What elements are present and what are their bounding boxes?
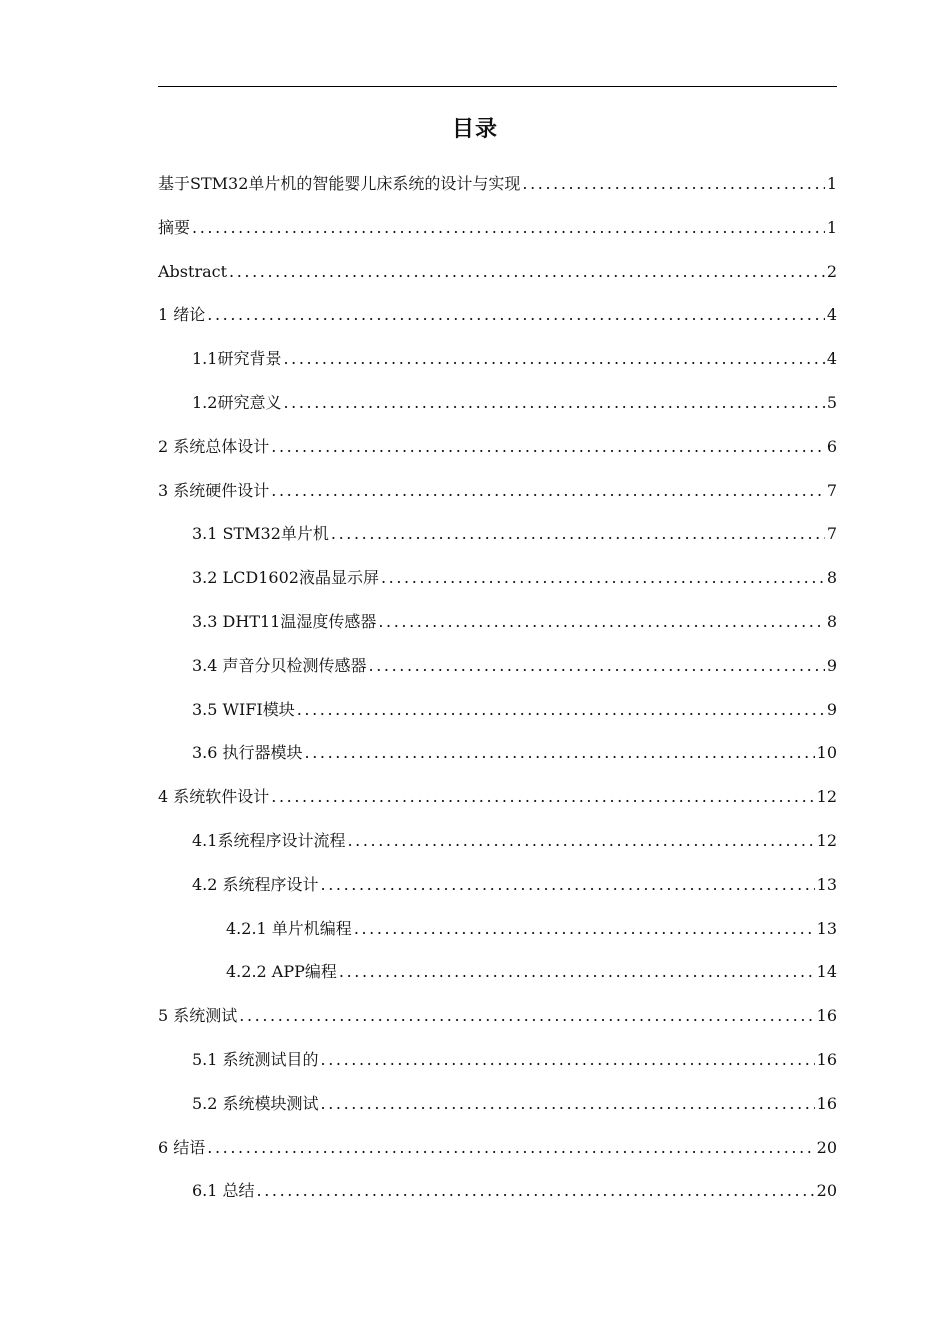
toc-dot-leader <box>257 1169 815 1213</box>
toc-dot-leader <box>283 381 824 425</box>
toc-entry-label: 1.2研究意义 <box>192 392 282 412</box>
toc-entry-page-number: 16 <box>816 1049 837 1069</box>
toc-dot-leader <box>305 731 815 775</box>
toc-dot-leader <box>271 775 814 819</box>
toc-entry-page-number: 20 <box>816 1137 837 1157</box>
toc-entry[interactable] <box>158 950 837 994</box>
toc-entry-page-number: 20 <box>816 1181 837 1201</box>
toc-entry-page-number: 4 <box>826 305 837 325</box>
toc-entry-label: 2 系统总体设计 <box>158 436 270 456</box>
toc-entry-page-number: 8 <box>826 611 837 631</box>
toc-entry[interactable] <box>158 688 837 732</box>
toc-entry-page-number: 9 <box>826 655 837 675</box>
toc-entry-page-number: 5 <box>826 392 837 412</box>
toc-entry[interactable] <box>158 556 837 600</box>
toc-entry[interactable] <box>158 863 837 907</box>
toc-entry[interactable] <box>158 731 837 775</box>
toc-entry-page-number: 10 <box>816 743 837 763</box>
toc-entry[interactable] <box>158 1082 837 1126</box>
toc-entry-label: 摘要 <box>158 217 191 237</box>
toc-entry[interactable] <box>158 819 837 863</box>
toc-entry-label: 4 系统软件设计 <box>158 787 270 807</box>
toc-entry[interactable] <box>158 162 837 206</box>
toc-entry-label: 1.1研究背景 <box>192 349 282 369</box>
toc-entry[interactable] <box>158 600 837 644</box>
toc-entry[interactable] <box>158 907 837 951</box>
toc-entry-label: 4.2.1 单片机编程 <box>226 918 352 938</box>
toc-entry[interactable] <box>158 250 837 294</box>
toc-entry-label: 4.2.2 APP编程 <box>226 962 337 982</box>
toc-entry[interactable] <box>158 206 837 250</box>
toc-entry[interactable] <box>158 1038 837 1082</box>
toc-dot-leader <box>271 469 825 513</box>
toc-entry[interactable] <box>158 425 837 469</box>
toc-entry-label: 3.1 STM32单片机 <box>192 524 329 544</box>
toc-entry-label: 3.3 DHT11温湿度传感器 <box>192 611 377 631</box>
toc-entry-page-number: 4 <box>826 349 837 369</box>
toc-entry[interactable] <box>158 1169 837 1213</box>
toc-entry-page-number: 13 <box>816 918 837 938</box>
toc-entry[interactable] <box>158 1126 837 1170</box>
toc-entry-label: 4.2 系统程序设计 <box>192 874 319 894</box>
toc-entry-page-number: 1 <box>826 174 837 193</box>
toc-entry[interactable] <box>158 337 837 381</box>
toc-dot-leader <box>207 293 825 337</box>
toc-dot-leader <box>192 206 825 250</box>
toc-entry-label: 6 结语 <box>158 1137 206 1157</box>
toc-entry-page-number: 6 <box>826 436 837 456</box>
toc-dot-leader <box>297 688 825 732</box>
toc-entry-page-number: 14 <box>816 962 837 982</box>
toc-dot-leader <box>207 1126 814 1170</box>
toc-dot-leader <box>321 1038 815 1082</box>
toc-dot-leader <box>283 337 824 381</box>
toc-entry-page-number: 9 <box>826 699 837 719</box>
toc-entry-label: 5.2 系统模块测试 <box>192 1093 319 1113</box>
toc-entry-label: 基于STM32单片机的智能婴儿床系统的设计与实现 <box>158 174 521 193</box>
toc-entry-label: 5.1 系统测试目的 <box>192 1049 319 1069</box>
toc-dot-leader <box>354 907 815 951</box>
toc-entry[interactable] <box>158 293 837 337</box>
toc-entry[interactable] <box>158 775 837 819</box>
toc-entry-page-number: 2 <box>826 261 837 281</box>
toc-title: 目录 <box>451 117 498 142</box>
toc-dot-leader <box>229 250 825 294</box>
toc-dot-leader <box>239 994 814 1038</box>
toc-entry[interactable] <box>158 381 837 425</box>
toc-dot-leader <box>381 556 825 600</box>
toc-dot-leader <box>369 644 825 688</box>
toc-dot-leader <box>378 600 824 644</box>
toc-entry[interactable] <box>158 469 837 513</box>
toc-dot-leader <box>339 950 815 994</box>
toc-entry-label: 3.6 执行器模块 <box>192 743 303 763</box>
toc-dot-leader <box>331 512 825 556</box>
toc-dot-leader <box>271 425 825 469</box>
toc-entry-label: 4.1系统程序设计流程 <box>192 830 346 850</box>
toc-entry-label: 3 系统硬件设计 <box>158 480 270 500</box>
toc-dot-leader <box>347 819 814 863</box>
toc-dot-leader <box>522 162 824 206</box>
toc-entry-page-number: 13 <box>816 874 837 894</box>
toc-dot-leader <box>321 863 815 907</box>
toc-entry-page-number: 16 <box>816 1093 837 1113</box>
toc-entry-page-number: 1 <box>826 217 837 237</box>
toc-entry-label: 1 绪论 <box>158 305 206 325</box>
toc-entry-page-number: 8 <box>826 568 837 588</box>
toc-entry[interactable] <box>158 644 837 688</box>
toc-entry-label: 5 系统测试 <box>158 1006 238 1026</box>
toc-entry-label: 3.5 WIFI模块 <box>192 699 295 719</box>
table-of-contents <box>158 162 837 1213</box>
toc-dot-leader <box>321 1082 815 1126</box>
toc-entry-page-number: 12 <box>816 830 837 850</box>
toc-entry-page-number: 16 <box>816 1006 837 1026</box>
header-rule <box>158 86 837 87</box>
toc-entry-page-number: 7 <box>826 480 837 500</box>
toc-entry-label: 6.1 总结 <box>192 1181 255 1201</box>
toc-entry-page-number: 12 <box>816 787 837 807</box>
toc-entry-label: 3.2 LCD1602液晶显示屏 <box>192 568 379 588</box>
toc-entry[interactable] <box>158 994 837 1038</box>
toc-entry-label: Abstract <box>158 261 228 281</box>
toc-entry-label: 3.4 声音分贝检测传感器 <box>192 655 367 675</box>
toc-entry-page-number: 7 <box>826 524 837 544</box>
toc-entry[interactable] <box>158 512 837 556</box>
